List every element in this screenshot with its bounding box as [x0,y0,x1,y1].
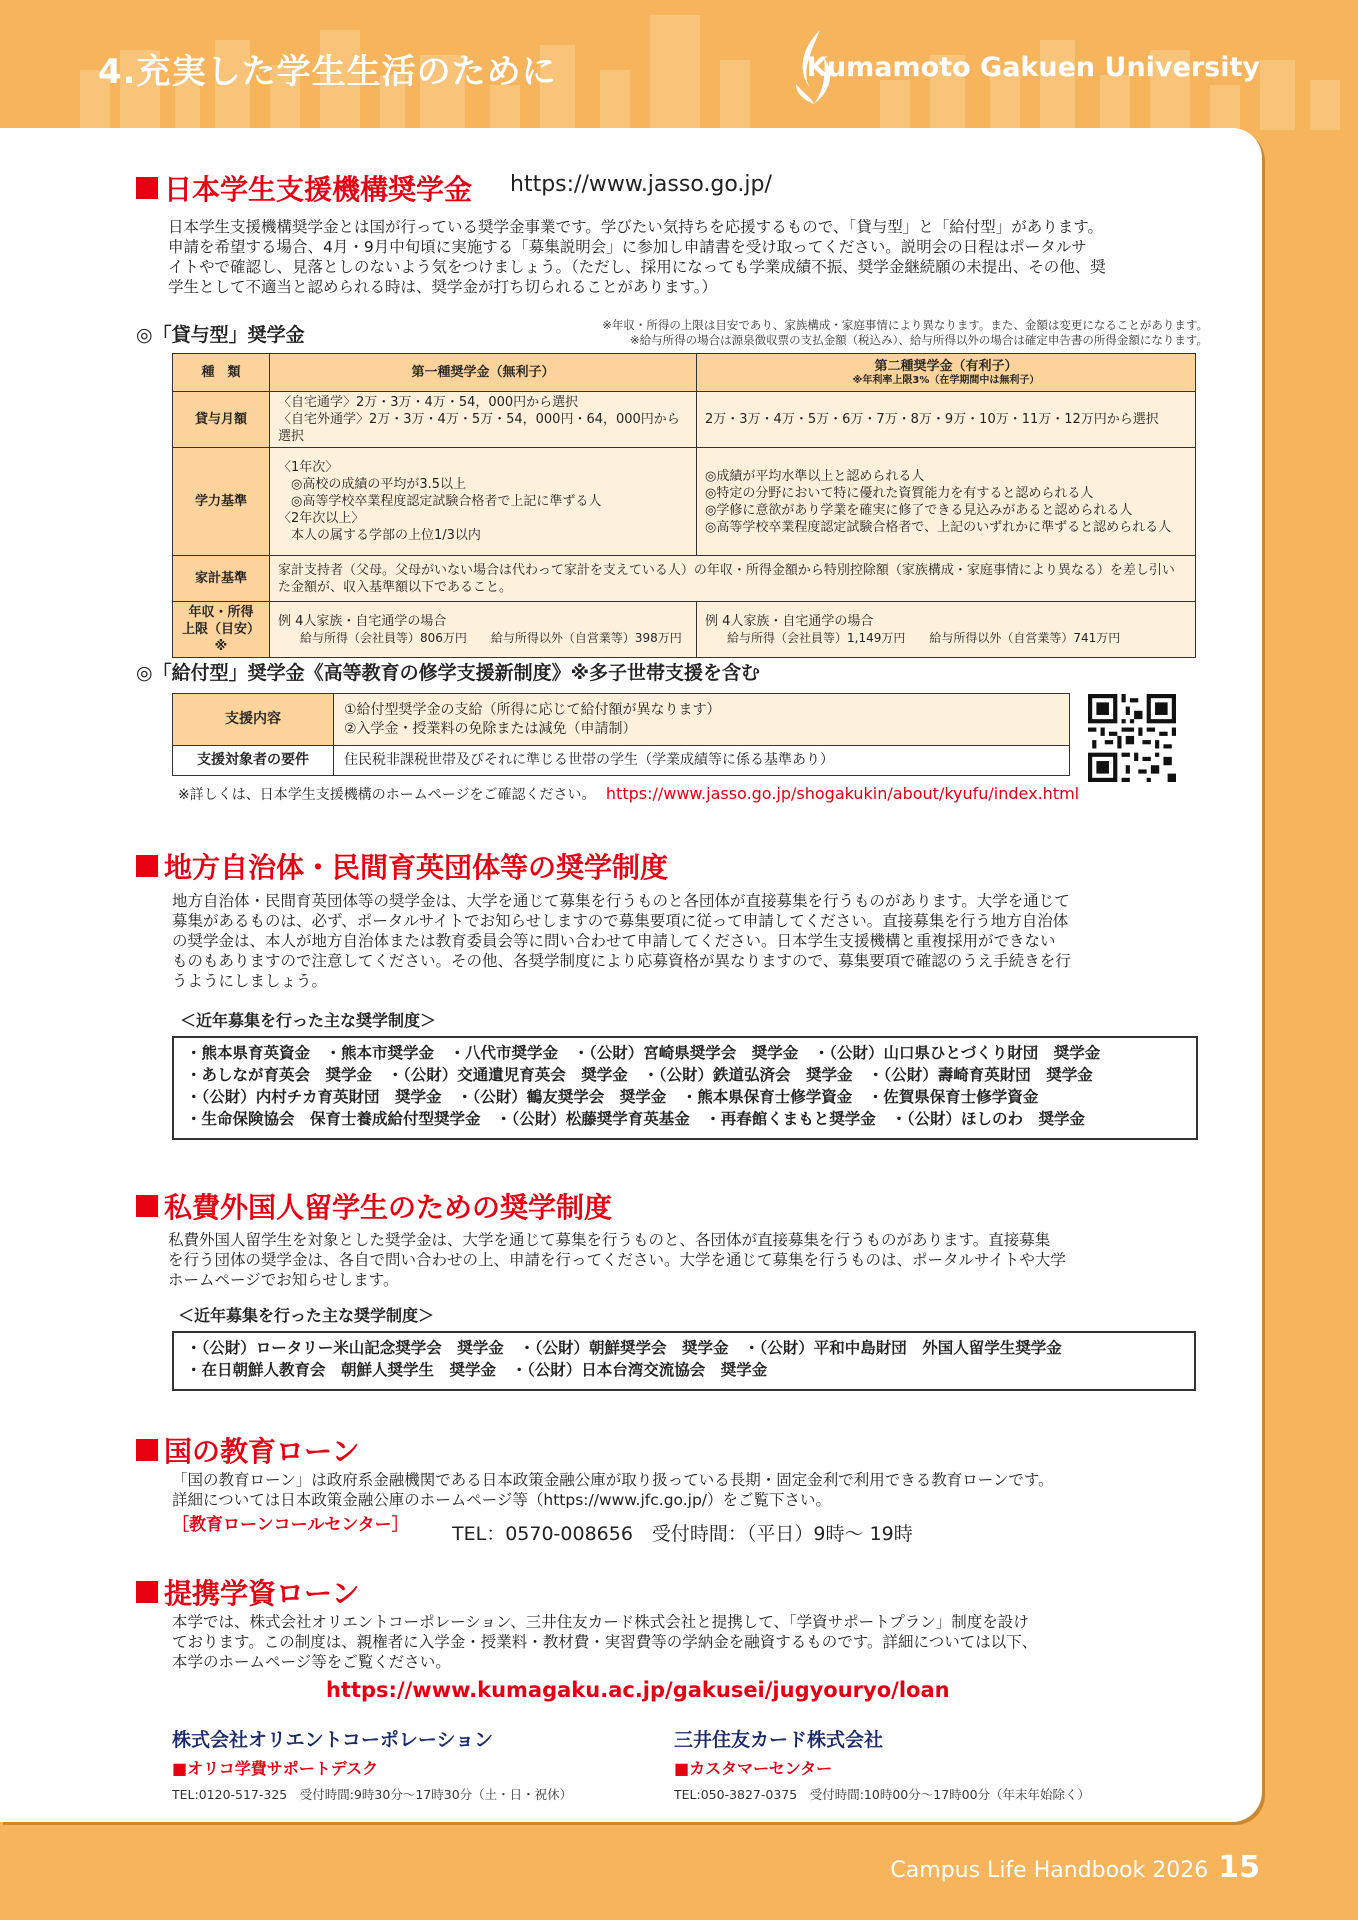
section-title-text: 国の教育ローン [164,1435,360,1468]
loan-notes [488,318,1208,348]
cell-income-first [270,602,697,658]
page-footer [890,1850,1260,1885]
cell-line: 〈自宅通学〉2万・3万・4万・54，000円から選択 [278,395,579,410]
cell-line: 例 4人家族・自宅通学の場合 [278,613,447,629]
partner-description [172,1612,1212,1672]
para-line: 募集があるものは、必ず、ポータルサイトでお知らせしますので募集要項に従って申請してください。直接募集を行う地方自治体 [172,912,1069,930]
content-card [0,128,1262,1822]
para-line: イトやで確認し、見落としのないよう気をつけましょう。（ただし、採用になっても学業成績不振、奨学金継続願の未提出、その他、奨 [168,258,1106,276]
cell-line: ◎高等学校卒業程度認定試験合格者で上記に準ずる人 [278,494,602,509]
col-header-second-note: ※年利率上限3%（在学期間中は無利子） [852,375,1040,386]
cell-line: 本人の属する学部の上位1/3以内 [278,528,481,543]
handbook-title: Campus Life Handbook 2026 [890,1858,1209,1883]
list-item: ・生命保険協会 保育士養成給付型奨学金 ・（公財）松藤奨学育英基金 ・再春館くまもと奨学金 ・（公財）ほしのわ 奨学金 [186,1110,1086,1128]
para-line: 詳細については日本政策金融公庫のホームページ等（https://www.jfc.go.jp/）をご覧下さい。 [172,1491,832,1509]
intl-description [168,1230,1208,1290]
para-line: ホームページでお知らせします。 [168,1271,399,1289]
row-label-academic: 学力基準 [173,448,270,556]
cell-line: ◎学修に意欲があり学業を確実に修了できる見込みがあると認められる人 [705,502,1133,518]
grant-note [178,784,1079,804]
local-scholarship-list [172,1036,1198,1140]
orico-company-name: 株式会社オリエントコーポレーション [172,1729,494,1751]
cell-income-second [697,602,1196,658]
list-item: ・熊本県育英資金 ・熊本市奨学金 ・八代市奨学金 ・（公財）宮崎県奨学会 奨学金 ・（公財）山口県ひとづくり財団 奨学金 [186,1044,1101,1062]
local-list-heading: ＜近年募集を行った主な奨学制度＞ [180,1011,437,1030]
note-line: ※給与所得の場合は源泉徴収票の支払金額（税込み）、給与所得以外の場合は確定申告書の所得金額になります。 [630,333,1208,347]
jasso-url[interactable]: https://www.jasso.go.jp/ [510,172,772,197]
section-title-text: 日本学生支援機構奨学金 [164,173,473,206]
orico-tel: TEL:0120-517-325 受付時間:9時30分～17時30分（土・日・祝休） [172,1787,573,1802]
section-title-jasso [136,168,472,208]
section-marker-icon [136,1195,158,1217]
cell-line: 例 4人家族・自宅通学の場合 [705,613,874,629]
orico-desk: ■オリコ学費サポートデスク [172,1759,379,1778]
smbc-tel: TEL:050-3827-0375 受付時間:10時00分～17時00分（年末年始除く） [674,1787,1091,1802]
cell-line: ◎高校の成績の平均が3.5以上 [278,477,467,492]
cell-line: 給与所得（会社員等）806万円 給与所得以外（自営業等）398万円 [300,630,682,645]
smbc-company-name: 三井住友カード株式会社 [674,1729,884,1751]
grant-url-link[interactable]: https://www.jasso.go.jp/shogakukin/about/kyufu/index.html [605,784,1080,803]
para-line: の奨学金は、本人が地方自治体または教育委員会等に問い合わせて申請してください。日本学生支援機構と重複採用ができない [172,932,1056,950]
para-line: うようにしましょう。 [172,972,328,990]
para-line: 本学のホームページ等をご覧ください。 [172,1653,451,1671]
callcenter-tel: TEL：0570-008656 受付時間：（平日）9時～ 19時 [452,1523,913,1545]
list-item: ・あしなが育英会 奨学金 ・（公財）交通遺児育英会 奨学金 ・（公財）鉄道弘済会 奨学金 ・（公財）壽崎育英財団 奨学金 [186,1066,1093,1084]
cell-household: 家計支持者（父母。父母がいない場合は代わって家計を支えている人）の年収・所得金額から特別控除額（家族構成・家庭事情により異なる）を差し引いた金額が、収入基準額以下であること。 [270,556,1196,602]
cell-academic-second [697,448,1196,556]
para-line: 学生として不適当と認められる時は、奨学金が打ち切られることがあります。） [168,278,718,296]
row-label-support: 支援内容 [173,694,334,746]
page-number: 15 [1218,1850,1260,1885]
loan-heading: ◎「貸与型」奨学金 [136,324,305,346]
callcenter-label: ［教育ローンコールセンター］ [172,1515,409,1535]
col-header-kind: 種 類 [173,354,270,392]
section-title-intl [136,1186,612,1226]
list-item: ・在日朝鮮人教育会 朝鮮人奨学生 奨学金 ・（公財）日本台湾交流協会 奨学金 [186,1361,768,1379]
para-line: 地方自治体・民間育英団体等の奨学金は、大学を通じて募集を行うものと各団体が直接募集を行うものがあります。大学を通じて [172,892,1070,910]
section-title-text: 地方自治体・民間育英団体等の奨学制度 [164,851,669,884]
grant-heading: ◎「給付型」奨学金《高等教育の修学支援新制度》※多子世帯支援を含む [136,662,761,684]
list-item: ・（公財）ロータリー米山記念奨学会 奨学金 ・（公財）朝鮮奨学会 奨学金 ・（公財）平和中島財団 外国人留学生奨学金 [186,1339,1062,1357]
cell-line: 給与所得（会社員等）1,149万円 給与所得以外（自営業等）741万円 [727,630,1121,645]
row-label-line: 年収・所得 [188,605,254,620]
govloan-description [172,1470,1212,1510]
section-title-local [136,846,668,886]
cell-line: ①給付型奨学金の支給（所得に応じて給付額が異なります） [344,701,721,718]
row-label-household: 家計基準 [173,556,270,602]
grant-note-text: ※詳しくは、日本学生支援機構のホームページをご確認ください。 [178,787,596,803]
cell-academic-first [270,448,697,556]
loan-table [172,353,1196,658]
intl-list-heading: ＜近年募集を行った主な奨学制度＞ [178,1306,435,1325]
section-marker-icon [136,855,158,877]
qr-code-icon[interactable] [1088,694,1176,782]
grant-table [172,693,1070,776]
brand-name: Kumamoto Gakuen University [806,52,1260,83]
cell-line: ◎成績が平均水準以上と認められる人 [705,468,925,484]
note-line: ※年収・所得の上限は目安であり、家族構成・家庭事情により異なります。また、金額は変更になることがあります。 [602,318,1208,332]
section-marker-icon [136,1581,158,1603]
para-line: 私費外国人留学生を対象とした奨学金は、大学を通じて募集を行うものと、各団体が直接募集を行うものがあります。直接募集 [168,1231,1051,1249]
cell-support [334,694,1070,746]
list-item: ・（公財）内村チカ育英財団 奨学金 ・（公財）鶴友奨学会 奨学金 ・熊本県保育士修学資金 ・佐賀県保育士修学資金 [186,1088,1039,1106]
page-header [0,0,1358,130]
para-line: を行う団体の奨学金は、各自で問い合わせの上、申請を行ってください。大学を通じて募集を行うものは、ポータルサイトや大学 [168,1251,1066,1269]
row-label-line: 上限（目安）※ [181,622,260,654]
row-label-income [173,602,270,658]
para-line: 申請を希望する場合、4月・9月中旬頃に実施する「募集説明会」に参加し申請書を受け取ってください。説明会の日程はポータルサ [168,238,1087,256]
section-title-govloan [136,1430,359,1470]
section-title-text: 私費外国人留学生のための奨学制度 [164,1191,613,1224]
cell-eligibility: 住民税非課税世帯及びそれに準じる世帯の学生（学業成績等に係る基準あり） [334,746,1070,776]
local-description [172,891,1212,991]
para-line: ものもありますので注意してください。その他、各奨学制度により応募資格が異なりますので、募集要項で確認のうえ手続きを行 [172,952,1071,970]
cell-line: ◎高等学校卒業程度認定試験合格者で、上記のいずれかに準ずると認められる人 [705,519,1172,535]
page-title: 4.充実した学生生活のために [98,52,557,92]
para-line: ております。この制度は、親権者に入学金・授業料・教材費・実習費等の学納金を融資するものです。詳細については以下、 [172,1633,1038,1651]
cell-line: 〈1年次〉 [278,460,339,475]
row-label-monthly: 貸与月額 [173,392,270,448]
para-line: 「国の教育ローン」は政府系金融機関である日本政策金融公庫が取り扱っている長期・固定金利で利用できる教育ローンです。 [172,1471,1054,1489]
intl-scholarship-list [172,1331,1196,1391]
section-title-text: 提携学資ローン [164,1577,360,1610]
partner-url-link[interactable]: https://www.kumagaku.ac.jp/gakusei/jugyouryo/loan [326,1678,950,1702]
cell-line: 〈自宅外通学〉2万・3万・4万・5万・54，000円・64，000円から選択 [278,412,680,444]
col-header-second-label: 第二種奨学金（有利子） [874,359,1018,374]
para-line: 日本学生支援機構奨学金とは国が行っている奨学金事業です。学びたい気持ちを応援するもので、「貸与型」と「給付型」があります。 [168,218,1103,236]
cell-line: 〈2年次以上〉 [278,511,365,526]
col-header-second [697,354,1196,392]
smbc-desk: ■カスタマーセンター [674,1759,833,1778]
para-line: 本学では、株式会社オリエントコーポレーション、三井住友カード株式会社と提携して、「学資サポートプラン」制度を設け [172,1613,1029,1631]
row-label-eligibility: 支援対象者の要件 [173,746,334,776]
cell-line: ◎特定の分野において特に優れた資質能力を有すると認められる人 [705,485,1094,501]
jasso-description [168,217,1208,297]
cell-monthly-second: 2万・3万・4万・5万・6万・7万・8万・9万・10万・11万・12万円から選択 [697,392,1196,448]
section-marker-icon [136,1439,158,1461]
section-marker-icon [136,177,158,199]
col-header-first: 第一種奨学金（無利子） [270,354,697,392]
cell-monthly-first [270,392,697,448]
cell-line: ②入学金・授業料の免除または減免（申請制） [344,720,637,737]
section-title-partner [136,1572,359,1612]
